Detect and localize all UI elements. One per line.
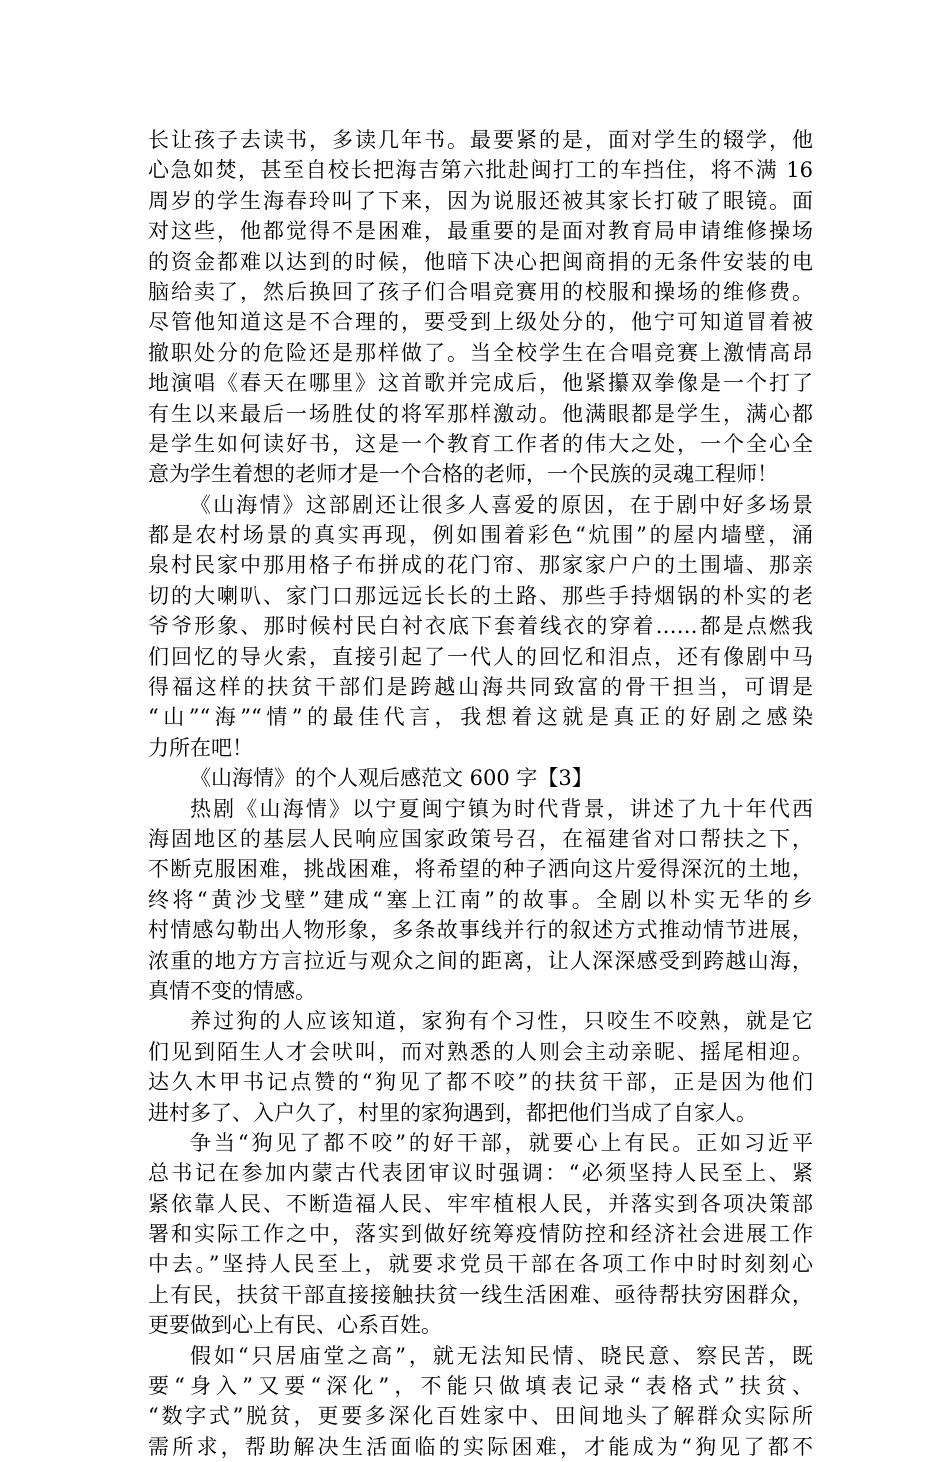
text-line: 要“身入”又要“深化”，不能只做填表记录“表格式”扶贫、: [148, 1374, 813, 1399]
text-line: 长让孩子去读书，多读几年书。最要紧的是，面对学生的辍学，他: [148, 128, 813, 152]
text-line: 泉村民家中那用格子布拼成的花门帘、那家家户户的土围墙、那亲: [148, 553, 813, 578]
text-line: 养过狗的人应该知道，家狗有个习性，只咬生不咬熟，就是它: [190, 1009, 813, 1034]
text-line: 中去。”坚持人民至上，就要求党员干部在各项工作中时时刻刻心: [148, 1252, 813, 1277]
text-line: “山”“海”“情”的最佳代言，我想着这就是真正的好剧之感染: [148, 705, 813, 730]
text-line: 上有民，扶贫干部直接接触扶贫一线生活困难、亟待帮扶穷困群众，: [148, 1282, 813, 1307]
text-line: 对这些，他都觉得不是困难，最重要的是面对教育局申请维修操场: [148, 219, 813, 244]
text-line: 热剧《山海情》以宁夏闽宁镇为时代背景，讲述了九十年代西: [190, 796, 813, 821]
text-line: 紧依靠人民、不断造福人民、牢牢植根人民，并落实到各项决策部: [148, 1191, 813, 1216]
text-line: 终将“黄沙戈壁”建成“塞上江南”的故事。全剧以朴实无华的乡: [148, 887, 813, 912]
text-line: 地演唱《春天在哪里》这首歌并完成后，他紧攥双拳像是一个打了: [148, 371, 813, 396]
text-line: 不断克服困难，挑战困难，将希望的种子洒向这片爱得深沉的土地，: [148, 857, 813, 882]
text-line: 是学生如何读好书，这是一个教育工作者的伟大之处，一个全心全: [148, 431, 813, 456]
text-line: 浓重的地方方言拉近与观众之间的距离，让人深深感受到跨越山海，: [148, 948, 813, 973]
text-line: 心急如焚，甚至自校长把海吉第六批赴闽打工的车挡住，将不满 16: [148, 158, 813, 183]
text-line: 《山海情》的个人观后感范文 600 字【3】: [190, 766, 593, 791]
text-line: 达久木甲书记点赞的“狗见了都不咬”的扶贫干部，正是因为他们: [148, 1070, 813, 1095]
text-line: 争当“狗见了都不咬”的好干部，就要心上有民。正如习近平: [190, 1130, 813, 1155]
document-body: [148, 125, 813, 1462]
text-line: 都是农村场景的真实再现，例如围着彩色“炕围”的屋内墙壁，涌: [148, 523, 813, 548]
text-line: 署和实际工作之中，落实到做好统筹疫情防控和经济社会进展工作: [148, 1222, 813, 1247]
text-line: 尽管他知道这是不合理的，要受到上级处分的，他宁可知道冒着被: [148, 310, 813, 335]
text-line: 更要做到心上有民、心系百姓。: [148, 1313, 442, 1338]
text-line: 海固地区的基层人民响应国家政策号召，在福建省对口帮扶之下，: [148, 826, 813, 851]
text-line: 们回忆的导火索，直接引起了一代人的回忆和泪点，还有像剧中马: [148, 644, 813, 669]
text-line: 们见到陌生人才会吠叫，而对熟悉的人则会主动亲昵、摇尾相迎。: [148, 1039, 813, 1064]
text-line: 意为学生着想的老师才是一个合格的老师，一个民族的灵魂工程师！: [148, 462, 778, 487]
text-line: 总书记在参加内蒙古代表团审议时强调：“必须坚持人民至上、紧: [148, 1161, 813, 1186]
text-line: 力所在吧！: [148, 735, 253, 760]
text-line: “数字式”脱贫，更要多深化百姓家中、田间地头了解群众实际所: [148, 1404, 813, 1429]
text-line: 《山海情》这部剧还让很多人喜爱的原因，在于剧中好多场景: [190, 492, 813, 517]
text-line: 切的大喇叭、家门口那远远长长的土路、那些手持烟锅的朴实的老: [148, 583, 813, 608]
text-line: 真情不变的情感。: [148, 978, 316, 1003]
text-line: 撤职处分的危险还是那样做了。当全校学生在合唱竞赛上激情高昂: [148, 340, 813, 365]
text-line: 进村多了、入户久了，村里的家狗遇到，都把他们当成了自家人。: [148, 1100, 757, 1125]
text-line: 的资金都难以达到的时候，他暗下决心把闽商捐的无条件安装的电: [148, 249, 813, 274]
text-line: 得福这样的扶贫干部们是跨越山海共同致富的骨干担当，可谓是: [148, 675, 813, 700]
text-line: 假如“只居庙堂之高”，就无法知民情、晓民意、察民苦，既: [190, 1343, 813, 1368]
text-line: 村情感勾勒出人物形象，多条故事线并行的叙述方式推动情节进展，: [148, 918, 813, 943]
text-line: 需所求，帮助解决生活面临的实际困难，才能成为“狗见了都不: [148, 1434, 813, 1459]
text-line: 周岁的学生海春玲叫了下来，因为说服还被其家长打破了眼镜。面: [148, 188, 813, 213]
text-line: 脑给卖了，然后换回了孩子们合唱竞赛用的校服和操场的维修费。: [148, 279, 813, 304]
text-line: 有生以来最后一场胜仗的将军那样激动。他满眼都是学生，满心都: [148, 401, 813, 426]
text-line: 爷爷形象、那时候村民白衬衣底下套着线衣的穿着……都是点燃我: [148, 614, 813, 639]
